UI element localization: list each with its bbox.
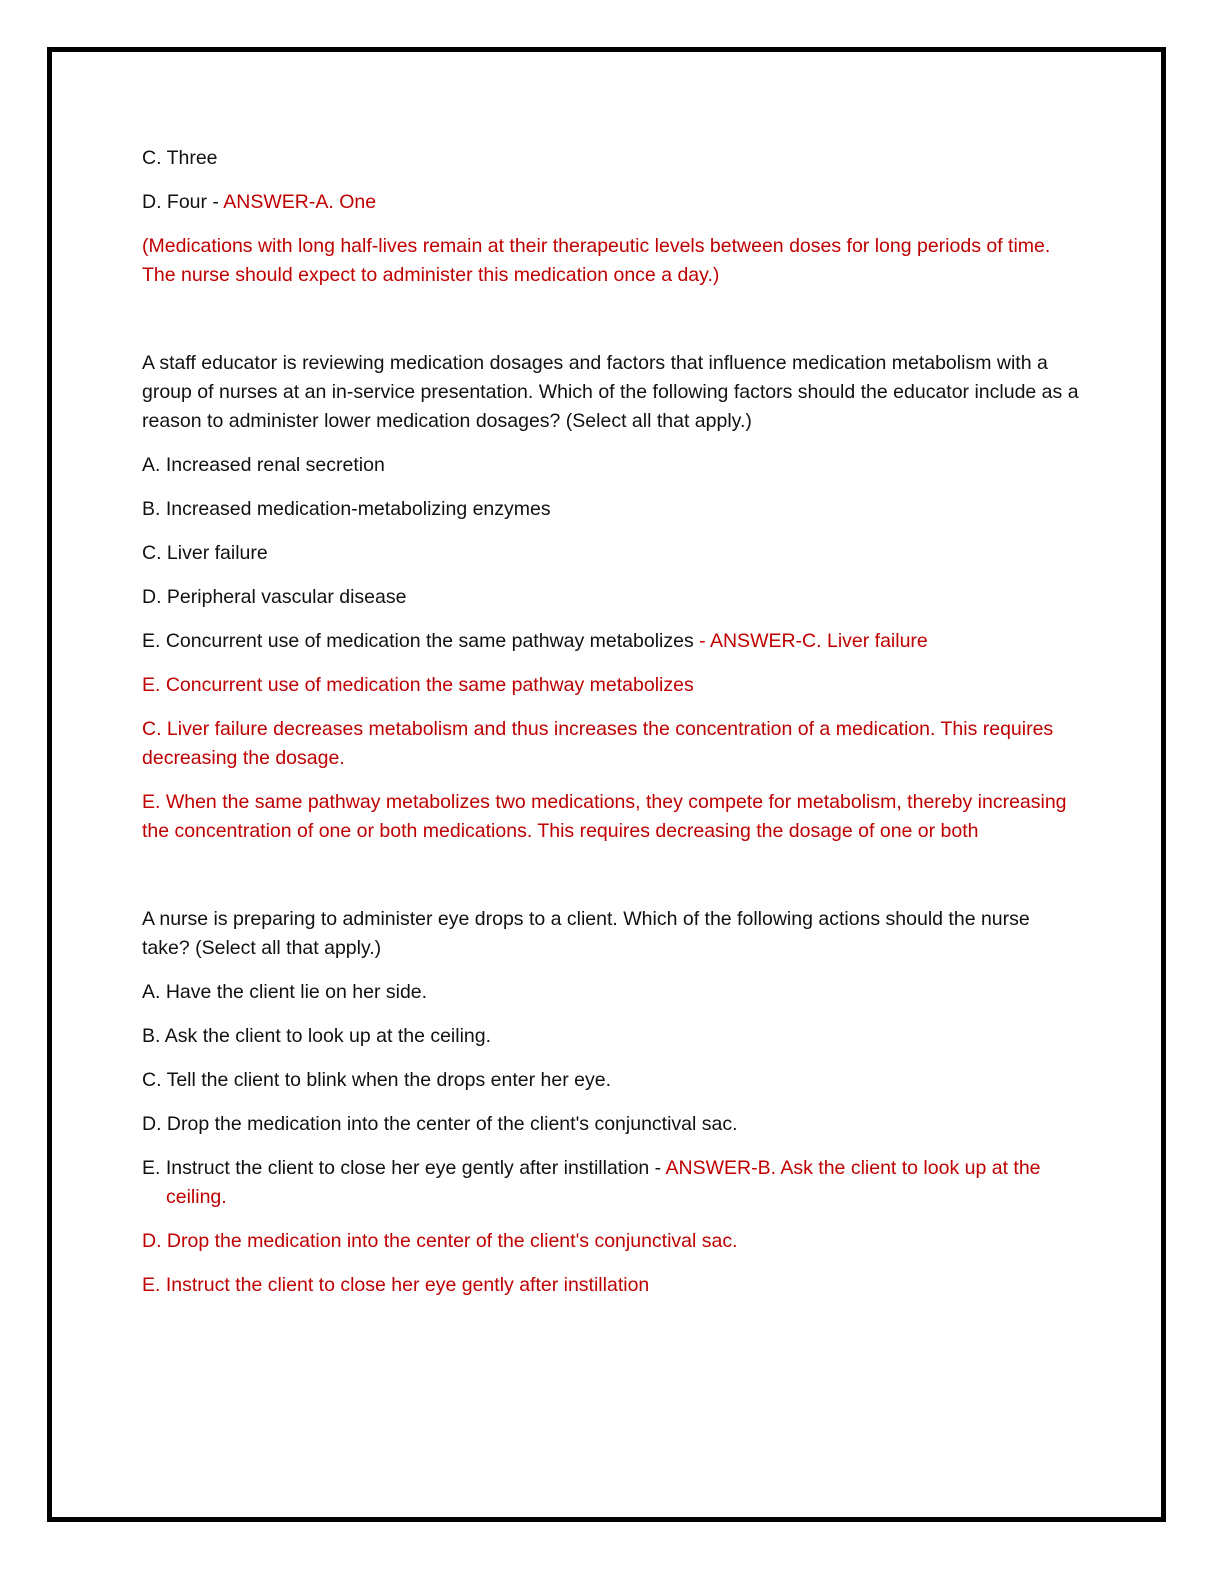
question-2-option-c: C. Liver failure — [142, 542, 268, 564]
question-2-option-a: A. Increased renal secretion — [142, 454, 385, 476]
question-3-stem: A nurse is preparing to administer eye drops to a client. Which of the following actions should the nurse take? (Select all that apply.) — [142, 908, 1030, 959]
question-2-option-e-with-answer — [142, 627, 1082, 656]
option-d-four-with-answer — [142, 188, 1082, 217]
question-2-answer-e: E. Concurrent use of medication the same pathway metabolizes — [142, 674, 694, 696]
question-2-answer: - ANSWER-C. Liver failure — [693, 630, 928, 652]
question-3-option-e-with-answer — [142, 1154, 1082, 1212]
question-3-answer-e: E. Instruct the client to close her eye gently after instillation — [142, 1274, 650, 1296]
rationale-half-life: (Medications with long half-lives remain at their therapeutic levels between doses for long periods of time. The nurse should expect to administer this medication once a day.) — [142, 235, 1051, 286]
question-2-stem: A staff educator is reviewing medication dosages and factors that influence medication metabolism with a group of nurses at an in-service presentation. Which of the following factors should the educator include as a reason to administer lower medication dosages? (Select all that apply.) — [142, 352, 1079, 432]
question-2-option-d: D. Peripheral vascular disease — [142, 586, 407, 608]
question-3-option-c: C. Tell the client to blink when the drops enter her eye. — [142, 1069, 611, 1091]
question-3-answer-d: D. Drop the medication into the center of the client's conjunctival sac. — [142, 1230, 738, 1252]
question-2-option-e: E. Concurrent use of medication the same pathway metabolizes — [142, 630, 694, 652]
document-body — [142, 144, 1082, 1315]
question-2-rationale-e: E. When the same pathway metabolizes two medications, they compete for metabolism, thereby increasing the concentration of one or both medications. This requires decreasing the dosage of one or both — [142, 791, 1067, 842]
question-2-option-b: B. Increased medication-metabolizing enzymes — [142, 498, 551, 520]
question-3-option-d: D. Drop the medication into the center of the client's conjunctival sac. — [142, 1113, 738, 1135]
answer-text: ANSWER-A. One — [223, 191, 377, 213]
question-3-option-a: A. Have the client lie on her side. — [142, 981, 428, 1003]
question-3-option-b: B. Ask the client to look up at the ceiling. — [142, 1025, 492, 1047]
spacer — [142, 861, 1082, 905]
option-c-three: C. Three — [142, 147, 218, 169]
question-3-answer: ANSWER-B. Ask the client to look up at the ceiling. — [166, 1157, 1041, 1208]
question-3-option-e: E. Instruct the client to close her eye gently after instillation - — [142, 1157, 666, 1179]
question-2-rationale-c: C. Liver failure decreases metabolism and thus increases the concentration of a medication. This requires decreasing the dosage. — [142, 718, 1054, 769]
spacer — [142, 305, 1082, 349]
option-d-text: D. Four - — [142, 191, 224, 213]
